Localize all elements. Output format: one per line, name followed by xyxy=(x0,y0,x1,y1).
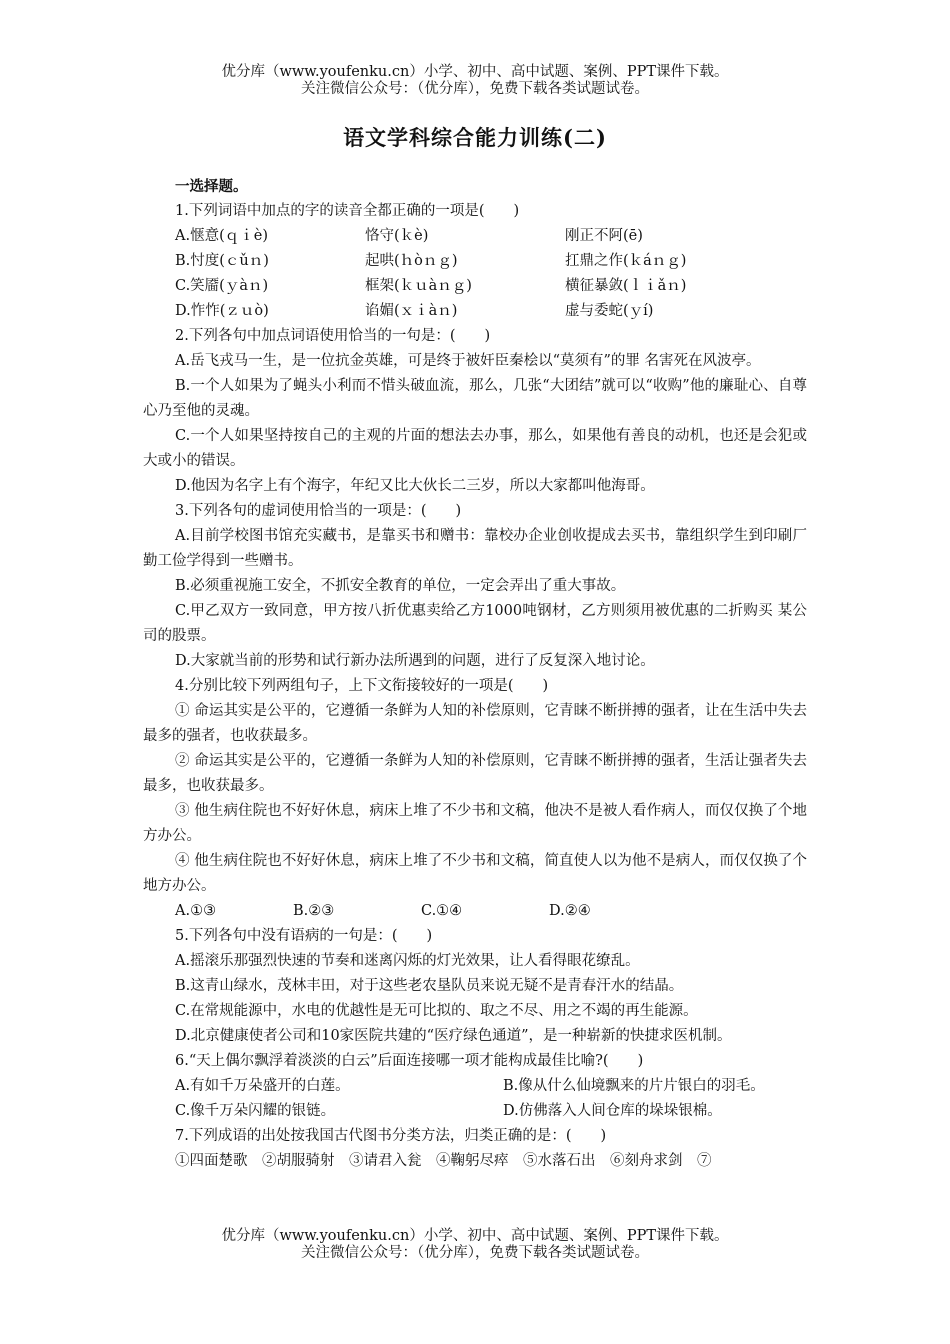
question-5-option-a: A.摇滚乐那强烈快速的节奏和迷离闪烁的灯光效果，让人看得眼花缭乱。 xyxy=(175,953,640,969)
option-c: C.①④ xyxy=(421,903,463,919)
question-7-items: ①四面楚歌 ②胡服骑射 ③请君入瓮 ④鞠躬尽瘁 ⑤水落石出 ⑥刻舟求剑 ⑦ xyxy=(175,1153,712,1169)
question-5-option-c: C.在常规能源中，水电的优越性是无可比拟的、取之不尽、用之不竭的再生能源。 xyxy=(175,1003,698,1019)
option-part: 起哄(ｈòｎｇ) xyxy=(365,253,458,269)
option-part: D.怍怍(ｚｕò) xyxy=(175,303,269,319)
header-line-1: 优分库（www.youfenku.cn）小学、初中、高中试题、案例、PPT课件下载。 xyxy=(221,64,729,80)
option-d: D.仿佛落入人间仓库的垛垛银棉。 xyxy=(503,1103,722,1119)
option-part: 谄媚(ｘｉàｎ) xyxy=(365,303,458,319)
page-title: 语文学科综合能力训练(二) xyxy=(343,125,607,150)
option-d: D.②④ xyxy=(549,903,591,919)
footer-line-1: 优分库（www.youfenku.cn）小学、初中、高中试题、案例、PPT课件下载。 xyxy=(221,1228,729,1244)
question-4-sentence-3: ③ 他生病住院也不好好休息，病床上堆了不少书和文稿，他决不是被人看作病人，而仅仅换了个地方办公。 xyxy=(143,803,807,844)
option-a: A.有如千万朵盛开的白莲。 xyxy=(175,1078,350,1094)
option-b: B.②③ xyxy=(293,903,335,919)
question-2-stem: 2.下列各句中加点词语使用恰当的一句是：( ) xyxy=(175,328,491,344)
question-6-options-row-1 xyxy=(143,1074,807,1099)
page-header xyxy=(0,64,950,98)
question-1-option-b xyxy=(143,249,807,274)
section-heading: 一选择题。 xyxy=(175,178,248,195)
page-footer xyxy=(0,1228,950,1262)
option-part: 恪守(ｋè) xyxy=(365,228,429,244)
document-body xyxy=(143,174,807,1174)
option-a: A.①③ xyxy=(175,903,217,919)
header-line-2: 关注微信公众号：（优分库），免费下载各类试题试卷。 xyxy=(301,81,649,97)
question-6-stem: 6.“天上偶尔飘浮着淡淡的白云”后面连接哪一项才能构成最佳比喻?( ) xyxy=(175,1053,644,1069)
option-c: C.像千万朵闪耀的银链。 xyxy=(175,1103,336,1119)
option-part: 横征暴敛(ｌｉǎｎ) xyxy=(565,278,687,294)
question-7-stem: 7.下列成语的出处按我国古代图书分类方法，归类正确的是：( ) xyxy=(175,1128,607,1144)
question-1-option-d xyxy=(143,299,807,324)
question-4-sentence-1: ① 命运其实是公平的，它遵循一条鲜为人知的补偿原则，它青睐不断拼搏的强者，让在生活中失去最多的强者，也收获最多。 xyxy=(143,703,807,744)
option-part: C.笑靥(ｙàｎ) xyxy=(175,278,269,294)
question-2-option-b: B.一个人如果为了蝇头小利而不惜头破血流，那么，几张“大团结”就可以“收购”他的廉耻心、自尊心乃至他的灵魂。 xyxy=(143,378,807,419)
option-part: 框架(ｋｕàｎｇ) xyxy=(365,278,472,294)
question-3-stem: 3.下列各句的虚词使用恰当的一项是：( ) xyxy=(175,503,462,519)
option-part: 刚正不阿(ē) xyxy=(565,228,643,244)
question-3-option-a: A.目前学校图书馆充实藏书，是靠买书和赠书：靠校办企业创收提成去买书，靠组织学生到印刷厂勤工俭学得到一些赠书。 xyxy=(143,528,807,569)
question-2-option-c: C.一个人如果坚持按自己的主观的片面的想法去办事，那么，如果他有善良的动机，也还是会犯或大或小的错误。 xyxy=(143,428,807,469)
question-2-option-d: D.他因为名字上有个海字，年纪又比大伙长二三岁，所以大家都叫他海哥。 xyxy=(175,478,655,494)
question-1-option-a xyxy=(143,224,807,249)
option-part: A.惬意(ｑｉè) xyxy=(175,228,268,244)
question-3-option-d: D.大家就当前的形势和试行新办法所遇到的问题，进行了反复深入地讨论。 xyxy=(175,653,655,669)
question-1-stem: 1.下列词语中加点的字的读音全都正确的一项是( ) xyxy=(175,203,520,219)
question-4-sentence-4: ④ 他生病住院也不好好休息，病床上堆了不少书和文稿，简直使人以为他不是病人，而仅仅换了个地方办公。 xyxy=(143,853,807,894)
question-4-stem: 4.分别比较下列两组句子，上下文衔接较好的一项是( ) xyxy=(175,678,549,694)
question-4-options xyxy=(143,899,807,924)
question-2-option-a: A.岳飞戎马一生，是一位抗金英雄，可是终于被奸臣秦桧以“莫须有”的罪 名害死在风波亭。 xyxy=(175,353,761,369)
footer-line-2: 关注微信公众号：（优分库），免费下载各类试题试卷。 xyxy=(301,1245,649,1261)
question-5-stem: 5.下列各句中没有语病的一句是：( ) xyxy=(175,928,433,944)
option-part: 虚与委蛇(ｙí) xyxy=(565,303,654,319)
question-1-option-c xyxy=(143,274,807,299)
option-part: B.忖度(ｃǔｎ) xyxy=(175,253,269,269)
question-4-sentence-2: ② 命运其实是公平的，它遵循一条鲜为人知的补偿原则，它青睐不断拼搏的强者，生活让强者失去最多，也收获最多。 xyxy=(143,753,807,794)
question-5-option-d: D.北京健康使者公司和10家医院共建的“医疗绿色通道”，是一种崭新的快捷求医机制。 xyxy=(175,1028,732,1044)
question-3-option-c: C.甲乙双方一致同意，甲方按八折优惠卖给乙方1000吨钢材，乙方则须用被优惠的二折购买 某公司的股票。 xyxy=(143,603,807,644)
question-5-option-b: B.这青山绿水，茂林丰田，对于这些老农垦队员来说无疑不是青春汗水的结晶。 xyxy=(175,978,684,994)
question-6-options-row-2 xyxy=(143,1099,807,1124)
option-part: 扛鼎之作(ｋáｎｇ) xyxy=(565,253,687,269)
question-3-option-b: B.必须重视施工安全，不抓安全教育的单位，一定会弄出了重大事故。 xyxy=(175,578,626,594)
option-b: B.像从什么仙境飘来的片片银白的羽毛。 xyxy=(503,1078,765,1094)
